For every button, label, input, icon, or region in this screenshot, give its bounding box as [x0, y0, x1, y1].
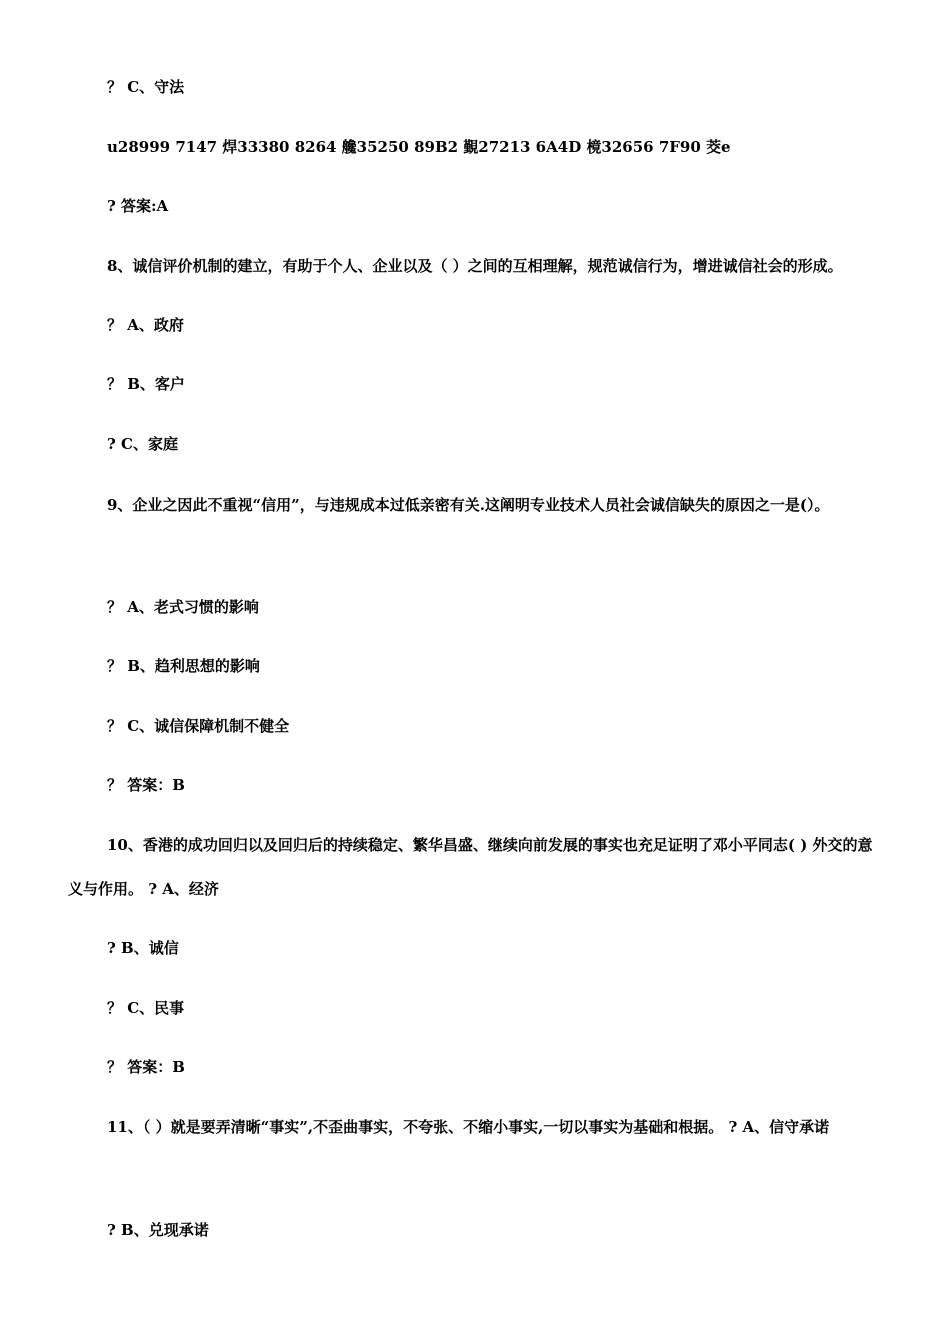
- option-a: ？ A、政府: [107, 316, 184, 334]
- option-c: ？ C、诚信保障机制不健全: [107, 717, 290, 735]
- option-a: ？ A、老式习惯的影响: [107, 598, 259, 616]
- question-11: 11、（ ）就是要弄清晰“事实”,不歪曲事实，不夸张、不缩小事实,一切以事实为基础和根据。 ? A、信守承诺: [107, 1118, 830, 1136]
- answer-line: ？ 答案：B: [107, 1058, 185, 1076]
- answer-line: ？ 答案：B: [107, 776, 185, 794]
- question-9: 9、企业之因此不重视“信用”，与违规成本过低亲密有关.这阐明专业技术人员社会诚信缺失的原因之一是(）。: [107, 496, 830, 514]
- garbled-text-line: u28999 7147 焊33380 8264 艬35250 89B2 覲27213 6A4D 樈32656 7F90 茭e: [107, 138, 731, 156]
- option-b: ? B、诚信: [107, 939, 179, 957]
- answer-line: ? 答案:A: [107, 197, 169, 215]
- option-b: ？ B、客户: [107, 375, 185, 393]
- option-c: ? C、家庭: [107, 435, 178, 453]
- option-b: ？ B、趋利思想的影响: [107, 657, 260, 675]
- question-10: 10、香港的成功回归以及回归后的持续稳定、繁华昌盛、继续向前发展的事实也充足证明了邓小平同志( ) 外交的意义与作用。 ? A、经济: [68, 836, 873, 898]
- question-8: 8、诚信评价机制的建立，有助于个人、企业以及（ ）之间的互相理解，规范诚信行为，增进诚信社会的形成。: [107, 257, 843, 275]
- option-c-law: ？ C、守法: [107, 78, 185, 96]
- option-b: ? B、兑现承诺: [107, 1221, 209, 1239]
- option-c: ？ C、民事: [107, 999, 185, 1017]
